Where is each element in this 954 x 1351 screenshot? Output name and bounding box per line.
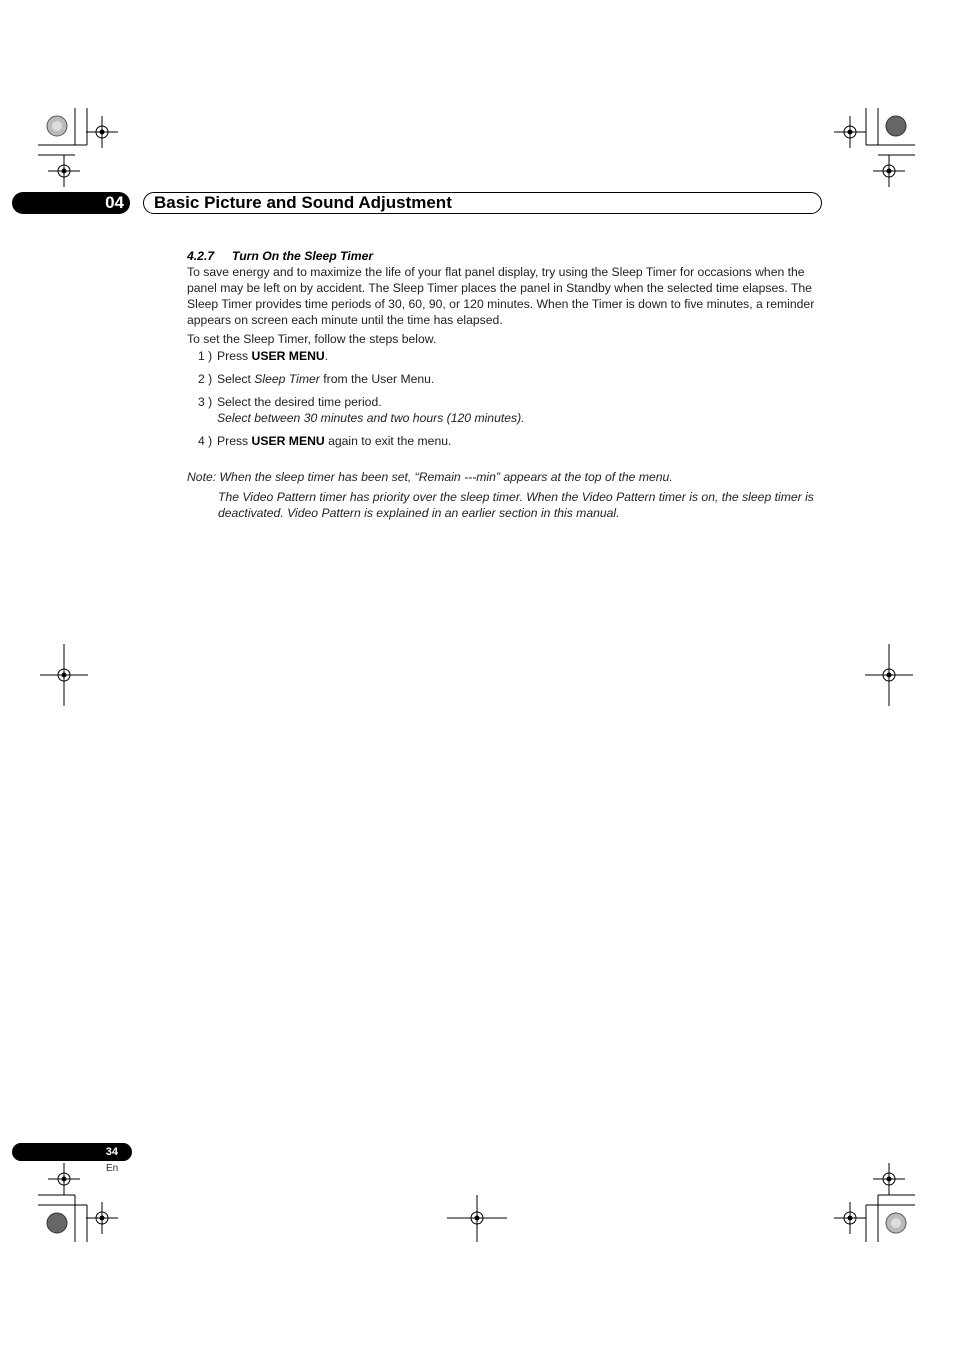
language-code: En (106, 1163, 119, 1174)
button-name: USER MENU (251, 434, 325, 448)
note-text: When the sleep timer has been set, “Remain ---min” appears at the top of the menu. (219, 470, 673, 484)
button-name: USER MENU (251, 349, 325, 363)
section-number: 4.2.7 (187, 249, 215, 263)
step-text: . (324, 349, 329, 363)
list-item (187, 394, 823, 426)
page-content (187, 248, 823, 521)
list-item (187, 348, 823, 364)
lead-paragraph: To set the Sleep Timer, follow the steps below. (187, 332, 437, 346)
section-title: Turn On the Sleep Timer (232, 249, 374, 263)
note-label: Note: (187, 470, 217, 484)
step-text: Press (217, 434, 252, 448)
note (187, 469, 823, 485)
note-text-2: The Video Pattern timer has priority over the sleep timer. When the Video Pattern timer is on, the sleep timer is deactivated. Video Pattern is explained in an earlier section in this manual. (218, 490, 814, 520)
crop-mark-bottom-right (834, 1163, 915, 1242)
step-text: again to exit the menu. (324, 434, 452, 448)
list-item (187, 433, 823, 449)
step-subtext: Select between 30 minutes and two hours (120 minutes). (217, 411, 525, 425)
steps-list (187, 348, 823, 449)
step-text: Select (217, 372, 255, 386)
step-number: 2 ) (198, 372, 213, 386)
step-number: 4 ) (198, 434, 213, 448)
list-item (187, 371, 823, 387)
step-number: 1 ) (198, 349, 213, 363)
page-number: 34 (12, 1143, 132, 1161)
step-number: 3 ) (198, 395, 213, 409)
crop-mark-bottom-left (38, 1163, 118, 1242)
menu-item-name: Sleep Timer (254, 372, 320, 386)
crop-mark-top-right (834, 108, 915, 187)
step-text: Press (217, 349, 252, 363)
intro-paragraph: To save energy and to maximize the life of your flat panel display, try using the Sleep Timer for occasions when the panel may be left on by accident. The Sleep Timer places the panel in Standby when the selected time elapses. The Sleep Timer provides time periods of 30, 60, 90, or 120 minutes. When the Timer is down to five minutes, a reminder appears on screen each minute until the time has elapsed. (187, 265, 815, 327)
crop-mark-top-left (38, 108, 118, 187)
step-text: Select the desired time period. (217, 395, 382, 409)
section-heading (187, 248, 823, 264)
chapter-title: Basic Picture and Sound Adjustment (143, 192, 822, 214)
step-text: from the User Menu. (319, 372, 435, 386)
chapter-number: 04 (12, 192, 130, 214)
